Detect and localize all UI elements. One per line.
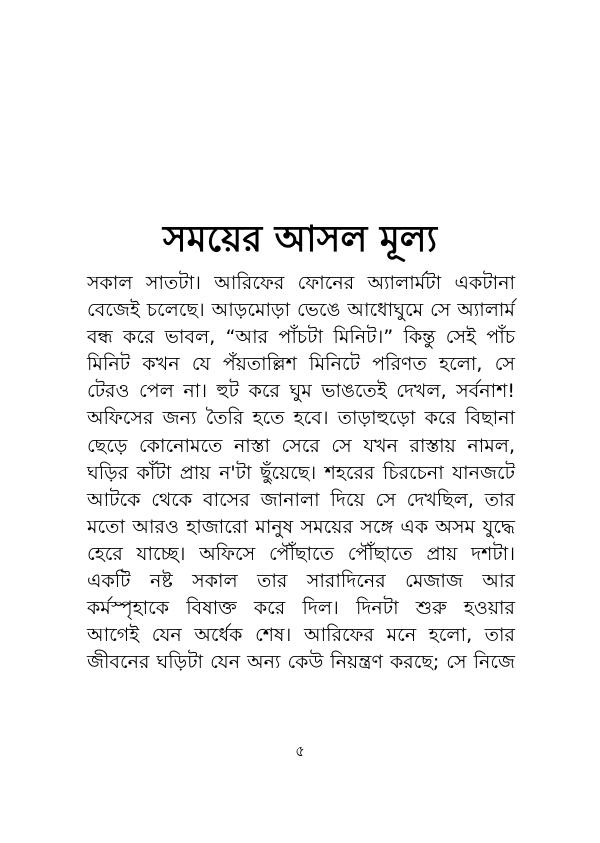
text-line: হেরে যাচ্ছে। অফিসে পৌঁছাতে পৌঁছাতে প্রায় দশটা। xyxy=(87,542,515,565)
text-line: সকাল সাতটা। আরিফের ফোনের অ্যালার্মটা একটানা xyxy=(87,272,515,294)
text-line: ঘড়ির কাঁটা প্রায় ন'টা ছুঁয়েছে। শহরের চিরচেনা যানজটে xyxy=(87,461,515,484)
text-line: একটি নষ্ট সকাল তার সারাদিনের মেজাজ আর xyxy=(87,570,515,593)
text-line: আগেই যেন অর্ধেক শেষ। আরিফের মনে হলো, তার xyxy=(87,624,515,647)
text-line: জীবনের ঘড়িটা যেন অন্য কেউ নিয়ন্ত্রণ করছে; সে নিজে xyxy=(87,651,515,674)
text-line: অফিসের জন্য তৈরি হতে হবে। তাড়াহুড়ো করে বিছানা xyxy=(87,407,515,430)
text-line: মতো আরও হাজারো মানুষ সময়ের সঙ্গে এক অসম যুদ্ধে xyxy=(87,515,515,538)
text-line: আটকে থেকে বাসের জানালা দিয়ে সে দেখছিল, তার xyxy=(87,488,515,511)
page-number: ৫ xyxy=(295,742,305,760)
text-line: মিনিট কখন যে পঁয়তাল্লিশ মিনিটে পরিণত হলো, সে xyxy=(87,353,515,376)
body-text xyxy=(87,270,515,676)
text-line: কর্মস্পৃহাকে বিষাক্ত করে দিল। দিনটা শুরু হওয়ার xyxy=(87,597,515,620)
page-title: সময়ের আসল মূল্য xyxy=(162,219,438,260)
text-line: বন্ধ করে ভাবল, “আর পাঁচটা মিনিট।” কিন্তু সেই পাঁচ xyxy=(87,326,515,349)
text-line: ছেড়ে কোনোমতে নাস্তা সেরে সে যখন রাস্তায় নামল, xyxy=(87,434,515,457)
text-line: বেজেই চলেছে। আড়মোড়া ভেঙে আধোঘুমে সে অ্যালার্ম xyxy=(87,299,515,322)
text-line: টেরও পেল না। হুট করে ঘুম ভাঙতেই দেখল, সর্বনাশ! xyxy=(87,380,515,403)
